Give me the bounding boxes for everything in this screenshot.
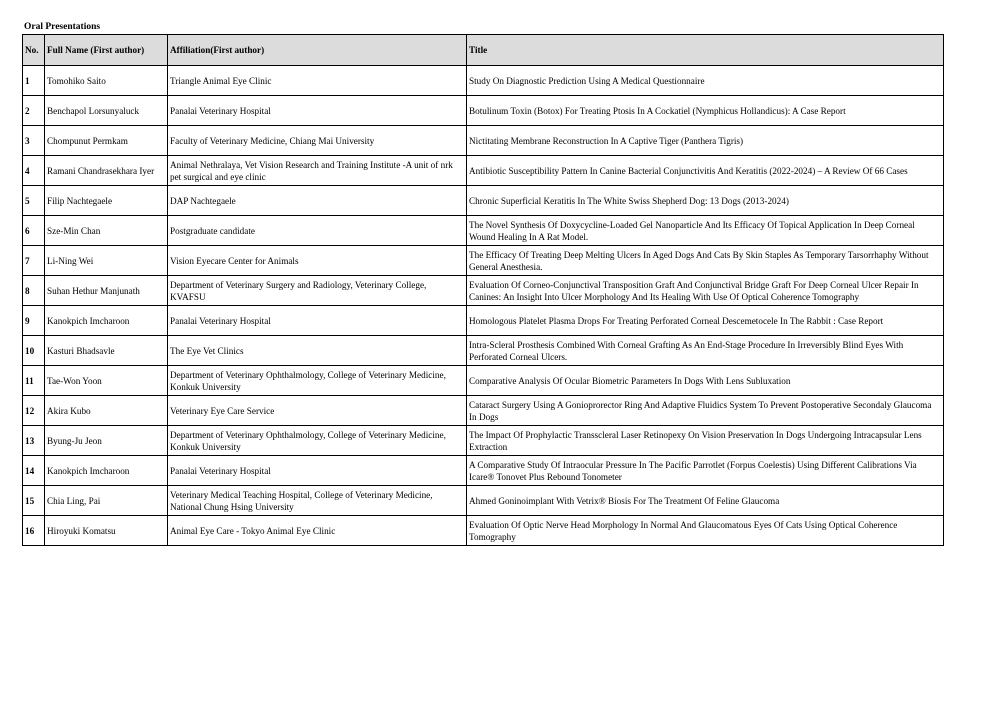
cell-title: Cataract Surgery Using A Gonioprorector Ring And Adaptive Fluidics System To Prevent Postoperative Secondaly Glaucoma In Dogs [467,396,944,426]
cell-name: Chia Ling, Pai [45,486,168,516]
cell-name: Benchapol Lorsunyaluck [45,96,168,126]
header-affiliation: Affiliation(First author) [168,35,467,66]
cell-no: 11 [23,366,45,396]
cell-name: Chompunut Permkam [45,126,168,156]
cell-no: 3 [23,126,45,156]
cell-no: 16 [23,516,45,546]
cell-no: 8 [23,276,45,306]
cell-no: 2 [23,96,45,126]
cell-no: 15 [23,486,45,516]
cell-name: Kanokpich Imcharoon [45,306,168,336]
cell-name: Akira Kubo [45,396,168,426]
cell-name: Tae-Won Yoon [45,366,168,396]
cell-no: 6 [23,216,45,246]
cell-affiliation: Department of Veterinary Ophthalmology, College of Veterinary Medicine, Konkuk University [168,366,467,396]
cell-title: Comparative Analysis Of Ocular Biometric Parameters In Dogs With Lens Subluxation [467,366,944,396]
cell-title: The Efficacy Of Treating Deep Melting Ulcers In Aged Dogs And Cats By Skin Staples As Temporary Tarsorrhaphy Without General Anesthesia. [467,246,944,276]
cell-name: Filip Nachtegaele [45,186,168,216]
cell-title: The Novel Synthesis Of Doxycycline-Loaded Gel Nanoparticle And Its Efficacy Of Topical Application In Deep Corneal Wound Healing In A Rat Model. [467,216,944,246]
cell-no: 13 [23,426,45,456]
cell-affiliation: Department of Veterinary Surgery and Radiology, Veterinary College, KVAFSU [168,276,467,306]
cell-no: 7 [23,246,45,276]
cell-affiliation: Veterinary Eye Care Service [168,396,467,426]
table-row [23,396,944,426]
cell-affiliation: The Eye Vet Clinics [168,336,467,366]
cell-affiliation: Vision Eyecare Center for Animals [168,246,467,276]
cell-title: Botulinum Toxin (Botox) For Treating Ptosis In A Cockatiel (Nymphicus Hollandicus): A Case Report [467,96,944,126]
table-row [23,186,944,216]
table-row [23,66,944,96]
table-row [23,456,944,486]
cell-no: 12 [23,396,45,426]
cell-title: Evaluation Of Corneo-Conjunctival Transposition Graft And Conjunctival Bridge Graft For Deep Corneal Ulcer Repair In Canines: An Insight Into Ulcer Morphology And Its Healing With Use Of Optical Coherence Tomography [467,276,944,306]
cell-name: Ramani Chandrasekhara Iyer [45,156,168,186]
cell-title: Ahmed Goninoimplant With Vetrix® Biosis For The Treatment Of Feline Glaucoma [467,486,944,516]
table-row [23,336,944,366]
cell-affiliation: Animal Eye Care - Tokyo Animal Eye Clinic [168,516,467,546]
cell-title: Nictitating Membrane Reconstruction In A Captive Tiger (Panthera Tigris) [467,126,944,156]
cell-title: Intra-Scleral Prosthesis Combined With Corneal Grafting As An End-Stage Procedure In Irreversibly Blind Eyes With Perforated Corneal Ulcers. [467,336,944,366]
cell-name: Hiroyuki Komatsu [45,516,168,546]
cell-no: 9 [23,306,45,336]
cell-no: 4 [23,156,45,186]
cell-no: 14 [23,456,45,486]
cell-affiliation: Panalai Veterinary Hospital [168,306,467,336]
table-body [23,66,944,546]
cell-name: Tomohiko Saito [45,66,168,96]
cell-name: Kanokpich Imcharoon [45,456,168,486]
cell-affiliation: Panalai Veterinary Hospital [168,456,467,486]
cell-affiliation: DAP Nachtegaele [168,186,467,216]
cell-title: A Comparative Study Of Intraocular Pressure In The Pacific Parrotlet (Forpus Coelestis) Using Different Calibrations Via Icare® Tonovet Plus Rebound Tonometer [467,456,944,486]
table-row [23,306,944,336]
section-title: Oral Presentations [24,22,101,32]
cell-name: Byung-Ju Jeon [45,426,168,456]
table-row [23,486,944,516]
cell-no: 1 [23,66,45,96]
cell-affiliation: Triangle Animal Eye Clinic [168,66,467,96]
table-row [23,96,944,126]
cell-no: 5 [23,186,45,216]
cell-title: Homologous Platelet Plasma Drops For Treating Perforated Corneal Descemetocele In The Rabbit : Case Report [467,306,944,336]
table-row [23,246,944,276]
cell-name: Suhan Hethur Manjunath [45,276,168,306]
cell-title: The Impact Of Prophylactic Transscleral Laser Retinopexy On Vision Preservation In Dogs Undergoing Intracapsular Lens Extraction [467,426,944,456]
cell-name: Li-Ning Wei [45,246,168,276]
presentations-table [22,34,944,546]
header-no: No. [23,35,45,66]
table-row [23,426,944,456]
table-row [23,516,944,546]
cell-title: Antibiotic Susceptibility Pattern In Canine Bacterial Conjunctivitis And Keratitis (2022-2024) – A Review Of 66 Cases [467,156,944,186]
cell-title: Chronic Superficial Keratitis In The White Swiss Shepherd Dog: 13 Dogs (2013-2024) [467,186,944,216]
cell-no: 10 [23,336,45,366]
cell-name: Sze-Min Chan [45,216,168,246]
table-header [23,35,944,66]
cell-title: Study On Diagnostic Prediction Using A Medical Questionnaire [467,66,944,96]
cell-affiliation: Panalai Veterinary Hospital [168,96,467,126]
cell-affiliation: Veterinary Medical Teaching Hospital, College of Veterinary Medicine, National Chung Hsing University [168,486,467,516]
cell-title: Evaluation Of Optic Nerve Head Morphology In Normal And Glaucomatous Eyes Of Cats Using Optical Coherence Tomography [467,516,944,546]
cell-affiliation: Faculty of Veterinary Medicine, Chiang Mai University [168,126,467,156]
table-row [23,216,944,246]
cell-affiliation: Animal Nethralaya, Vet Vision Research and Training Institute -A unit of nrk pet surgical and eye clinic [168,156,467,186]
cell-affiliation: Postgraduate candidate [168,216,467,246]
header-name: Full Name (First author) [45,35,168,66]
header-title: Title [467,35,944,66]
table-row [23,366,944,396]
cell-name: Kasturi Bhadsavle [45,336,168,366]
table-row [23,156,944,186]
header-row [23,35,944,66]
table-row [23,276,944,306]
cell-affiliation: Department of Veterinary Ophthalmology, College of Veterinary Medicine, Konkuk University [168,426,467,456]
table-row [23,126,944,156]
